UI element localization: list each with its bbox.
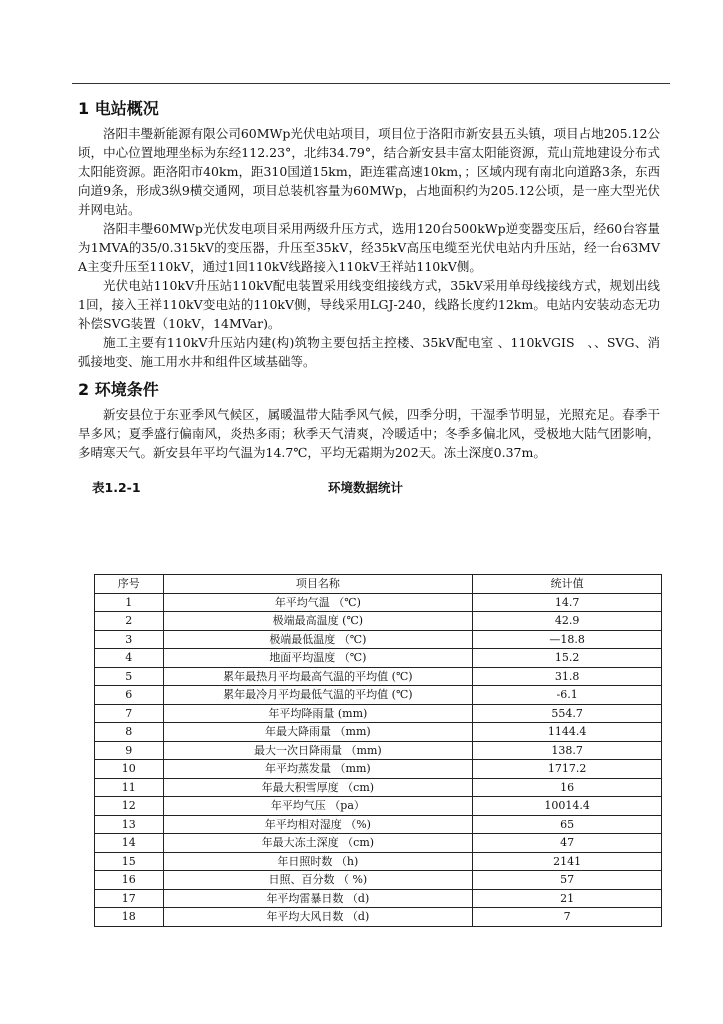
row-item-name: 年平均相对湿度 （%) bbox=[163, 815, 473, 834]
row-index: 14 bbox=[95, 834, 164, 853]
row-item-name: 年平均蒸发量 （mm) bbox=[163, 760, 473, 779]
row-index: 1 bbox=[95, 593, 164, 612]
row-index: 8 bbox=[95, 723, 164, 742]
table-row bbox=[95, 778, 662, 797]
row-item-name: 年日照时数 （h) bbox=[163, 852, 473, 871]
row-value: 65 bbox=[473, 815, 662, 834]
row-item-name: 地面平均温度 （℃) bbox=[163, 649, 473, 668]
table-row bbox=[95, 871, 662, 890]
row-value: 42.9 bbox=[473, 612, 662, 631]
row-item-name: 累年最热月平均最高气温的平均值 (℃) bbox=[163, 667, 473, 686]
row-item-name: 极端最低温度 （℃) bbox=[163, 630, 473, 649]
table-row bbox=[95, 704, 662, 723]
row-value: 138.7 bbox=[473, 741, 662, 760]
row-index: 11 bbox=[95, 778, 164, 797]
row-value: 14.7 bbox=[473, 593, 662, 612]
table-row bbox=[95, 630, 662, 649]
row-item-name: 最大一次日降雨量 （mm) bbox=[163, 741, 473, 760]
table-row bbox=[95, 667, 662, 686]
header-value: 统计值 bbox=[473, 575, 662, 594]
row-value: 7 bbox=[473, 908, 662, 927]
table-number: 表1.2-1 bbox=[92, 480, 141, 495]
row-index: 18 bbox=[95, 908, 164, 927]
table-row bbox=[95, 612, 662, 631]
section-1-paragraph-4: 施工主要有110kV升压站内建(构)筑物主要包括主控楼、35kV配电室 、110kVGIS 、、SVG、消弧接地变、施工用水井和组件区域基础等。 bbox=[78, 335, 660, 369]
row-value: 15.2 bbox=[473, 649, 662, 668]
row-item-name: 年平均雷暴日数 （d) bbox=[163, 889, 473, 908]
row-item-name: 年最大降雨量 （mm) bbox=[163, 723, 473, 742]
row-index: 9 bbox=[95, 741, 164, 760]
row-value: 16 bbox=[473, 778, 662, 797]
row-value: 2141 bbox=[473, 852, 662, 871]
row-item-name: 年平均降雨量 (mm) bbox=[163, 704, 473, 723]
table-row bbox=[95, 908, 662, 927]
header-index: 序号 bbox=[95, 575, 164, 594]
document-body bbox=[78, 98, 660, 498]
row-index: 12 bbox=[95, 797, 164, 816]
row-index: 17 bbox=[95, 889, 164, 908]
header-item-name: 项目名称 bbox=[163, 575, 473, 594]
table-row bbox=[95, 834, 662, 853]
section-1-paragraph-1: 洛阳丰璺新能源有限公司60MWp光伏电站项目，项目位于洛阳市新安县五头镇，项目占地205.12公顷，中心位置地理坐标为东经112.23°，北纬34.79°，结合新安县丰富太阳能资源，荒山荒地建设分布式太阳能资源。距洛阳市40km，距310国道15km，距连霍高速10km，；区域内现有南北向道路3条，东西向道9条，形成3纵9横交通网，项目总装机容量为60MWp，占地面积约为205.12公顷，是一座大型光伏并网电站。 bbox=[78, 126, 660, 217]
table-row bbox=[95, 723, 662, 742]
row-value: 31.8 bbox=[473, 667, 662, 686]
row-item-name: 年最大积雪厚度 （cm) bbox=[163, 778, 473, 797]
row-index: 15 bbox=[95, 852, 164, 871]
row-item-name: 年平均气压 （pa） bbox=[163, 797, 473, 816]
row-index: 4 bbox=[95, 649, 164, 668]
row-index: 16 bbox=[95, 871, 164, 890]
table-row bbox=[95, 760, 662, 779]
section-2-heading: 2 环境条件 bbox=[78, 380, 159, 399]
row-item-name: 累年最冷月平均最低气温的平均值 (℃) bbox=[163, 686, 473, 705]
row-value: —18.8 bbox=[473, 630, 662, 649]
table-header-row bbox=[95, 575, 662, 594]
row-index: 10 bbox=[95, 760, 164, 779]
section-2-paragraph: 新安县位于东亚季风气候区，属暖温带大陆季风气候，四季分明，干湿季节明显，光照充足。春季干旱多风；夏季盛行偏南风，炎热多雨；秋季天气清爽，冷暖适中；冬季多偏北风，受极地大陆气团影响，多晴寒天气。新安县年平均气温为14.7℃，平均无霜期为202天。冻土深度0.37m。 bbox=[78, 407, 660, 460]
table-row bbox=[95, 852, 662, 871]
table-row bbox=[95, 741, 662, 760]
row-item-name: 极端最高温度 (℃) bbox=[163, 612, 473, 631]
row-item-name: 年最大冻土深度 （cm) bbox=[163, 834, 473, 853]
table-row bbox=[95, 815, 662, 834]
row-value: -6.1 bbox=[473, 686, 662, 705]
row-value: 47 bbox=[473, 834, 662, 853]
row-index: 5 bbox=[95, 667, 164, 686]
row-value: 1144.4 bbox=[473, 723, 662, 742]
row-value: 57 bbox=[473, 871, 662, 890]
row-item-name: 年平均大风日数 （d) bbox=[163, 908, 473, 927]
table-row bbox=[95, 649, 662, 668]
section-1-paragraph-2: 洛阳丰璺60MWp光伏发电项目采用两级升压方式，选用120台500kWp逆变器变压后，经60台容量为1MVA的35/0.315kV的变压器，升压至35kV，经35kV高压电缆至光伏电站内升压站，经一台63MVA主变升压至110kV，通过1回110kV线路接入110kV王祥站110kV侧。 bbox=[78, 221, 660, 274]
row-index: 7 bbox=[95, 704, 164, 723]
row-value: 21 bbox=[473, 889, 662, 908]
table-row bbox=[95, 686, 662, 705]
environment-data-table bbox=[94, 574, 662, 927]
table-row bbox=[95, 797, 662, 816]
row-item-name: 年平均气温 （℃) bbox=[163, 593, 473, 612]
row-index: 13 bbox=[95, 815, 164, 834]
table-row bbox=[95, 889, 662, 908]
row-value: 1717.2 bbox=[473, 760, 662, 779]
row-value: 554.7 bbox=[473, 704, 662, 723]
row-index: 2 bbox=[95, 612, 164, 631]
row-item-name: 日照、百分数 （ %) bbox=[163, 871, 473, 890]
section-1-paragraph-3: 光伏电站110kV升压站110kV配电装置采用线变组接线方式，35kV采用单母线接线方式，规划出线1回，接入王祥110kV变电站的110kV侧，导线采用LGJ-240，线路长度约12km。电站内安装动态无功补偿SVG装置（10kV，14MVar)。 bbox=[78, 278, 660, 331]
table-caption bbox=[78, 478, 660, 498]
table-row bbox=[95, 593, 662, 612]
table-title: 环境数据统计 bbox=[328, 480, 404, 495]
row-value: 10014.4 bbox=[473, 797, 662, 816]
section-1-heading: 1 电站概况 bbox=[78, 99, 159, 118]
header-rule bbox=[72, 83, 670, 84]
row-index: 3 bbox=[95, 630, 164, 649]
row-index: 6 bbox=[95, 686, 164, 705]
